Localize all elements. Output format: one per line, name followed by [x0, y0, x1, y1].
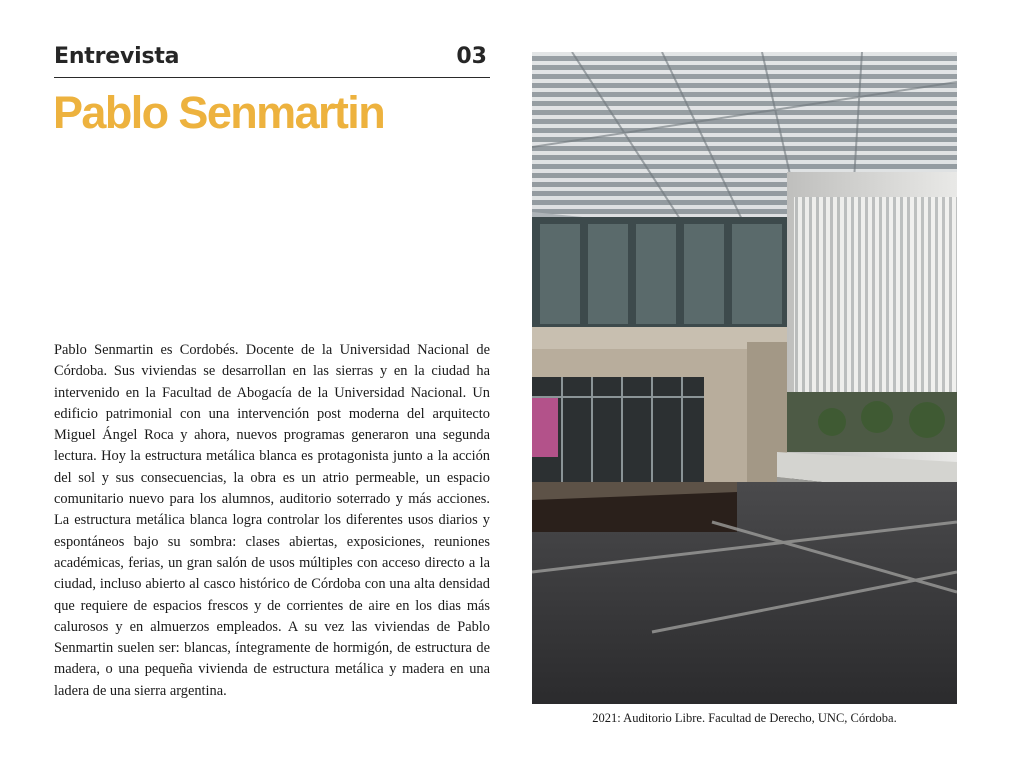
photo-caption: 2021: Auditorio Libre. Facultad de Derecho, UNC, Córdoba.	[592, 711, 897, 725]
body-paragraph: Pablo Senmartin es Cordobés. Docente de la Universidad Nacional de Córdoba. Sus viviendas se desarrollan en las sierras y en la ciudad ha intervenido en la Facultad de Abogacía de la Universidad Nacional. Un edificio patrimonial con una intervención post moderna del arquitecto Miguel Ángel Roca y ahora, nuevos programas generaron una segunda lectura. Hoy la estructura metálica blanca es protagonista junto a la acción del sol y sus consecuencias, la obra es un atrio permeable, un espacio comunitario nuevo para los alumnos, auditorio soterrado y más acciones. La estructura metálica blanca logra controlar los diferentes usos diarios y espontáneos bajo su sombra: clases abiertas, exposiciones, reuniones académicas, ferias, un gran salón de usos múltiples con acceso directo a la ciudad, incluso abierto al casco histórico de Córdoba con una alta densidad que requiere de espacios frescos y de corrientes de aire en los dias más calurosos y en almuerzos empleados. A su vez las viviendas de Pablo Senmartin suelen ser: blancas, íntegramente de hormigón, de estructura de madera, o una pequeña vivienda de estructura metálica y madera en una ladera de una sierra argentina.	[54, 342, 490, 699]
page-header	[54, 44, 490, 78]
section-label: Entrevista	[54, 44, 180, 69]
page-number: 03	[456, 44, 487, 69]
page-title: Pablo Senmartin	[53, 87, 385, 138]
atrium-photo	[532, 52, 957, 704]
